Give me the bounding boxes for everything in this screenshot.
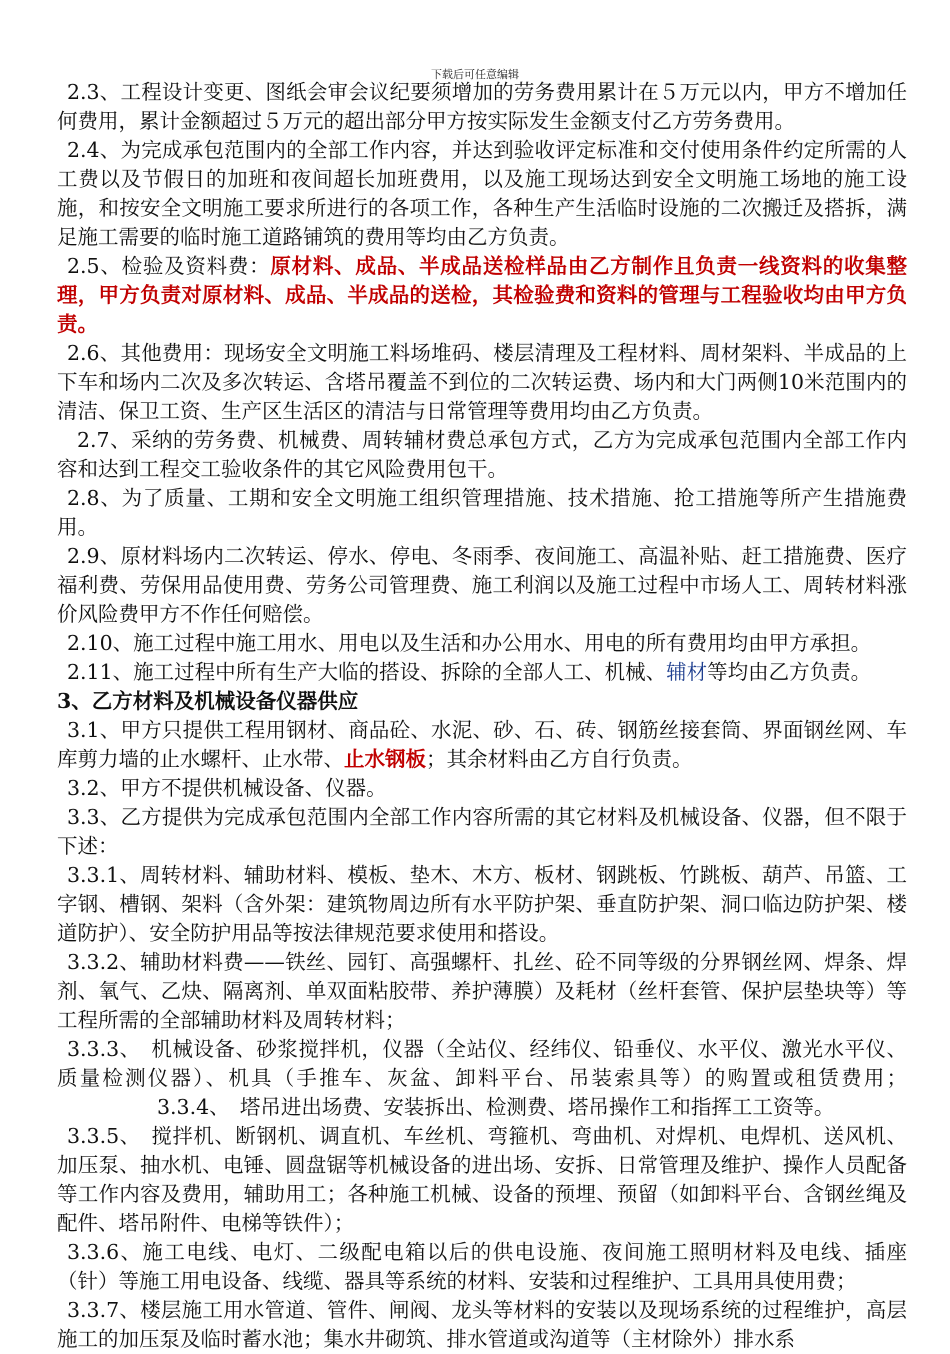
clause-3-1 — [57, 716, 907, 774]
clause-2-6: 2.6、其他费用：现场安全文明施工料场堆码、楼层清理及工程材料、周材架料、半成品的上下车和场内二次及多次转运、含塔吊覆盖不到位的二次转运费、场内和大门两侧10米范围内的清洁、保卫工资、生产区生活区的清洁与日常管理等费用均由乙方负责。 — [57, 341, 907, 423]
clause-3-3-4-text: 3.3.4、 塔吊进出场费、安装拆出、检测费、塔吊操作工和指挥工工资等。 — [157, 1095, 835, 1119]
clause-3-3-2: 3.3.2、辅助材料费——铁丝、园钉、高强螺杆、扎丝、砼不同等级的分界钢丝网、焊条、焊剂、氧气、乙炔、隔离剂、单双面粘胶带、养护薄膜）及耗材（丝杆套管、保护层垫块等）等工程所需的全部辅助材料及周转材料； — [57, 950, 907, 1032]
clause-2-7: 2.7、采纳的劳务费、机械费、周转辅材费总承包方式，乙方为完成承包范围内全部工作内容和达到工程交工验收条件的其它风险费用包干。 — [57, 428, 907, 481]
document-body — [57, 78, 907, 1354]
clause-2-9: 2.9、原材料场内二次转运、停水、停电、冬雨季、夜间施工、高温补贴、赶工措施费、医疗福利费、劳保用品使用费、劳务公司管理费、施工利润以及施工过程中市场人工、周转材料涨价风险费甲方不作任何赔偿。 — [57, 544, 907, 626]
clause-2-10: 2.10、施工过程中施工用水、用电以及生活和办公用水、用电的所有费用均由甲方承担。 — [67, 631, 872, 655]
page-header: 下载后可任意编辑 — [431, 68, 519, 81]
clause-3-3-1: 3.3.1、周转材料、辅助材料、模板、垫木、木方、板材、钢跳板、竹跳板、葫芦、吊篮、工字钢、槽钢、架料（含外架：建筑物周边所有水平防护架、垂直防护架、洞口临边防护架、楼道防护）、安全防护用品等按法律规范要求使用和搭设。 — [57, 863, 907, 945]
clause-3-1-text: 3.1、甲方只提供工程用钢材、商品砼、水泥、砂、石、砖、钢筋丝接套筒、界面钢丝网、车库剪力墙的止水螺杆、止水带、 — [57, 718, 907, 771]
clause-3-2: 3.2、甲方不提供机械设备、仪器。 — [67, 776, 387, 800]
clause-3-3-5: 3.3.5、 搅拌机、断钢机、调直机、车丝机、弯箍机、弯曲机、对焊机、电焊机、送风机、加压泵、抽水机、电锤、圆盘锯等机械设备的进出场、安拆、日常管理及维护、操作人员配备等工作内容及费用，辅助用工；各种施工机械、设备的预埋、预留（如卸料平台、含钢丝绳及配件、塔吊附件、电梯等铁件）； — [57, 1124, 907, 1235]
clause-3-3: 3.3、乙方提供为完成承包范围内全部工作内容所需的其它材料及机械设备、仪器，但不限于下述： — [57, 805, 907, 858]
clause-2-5-highlight: 原材料、成品、半成品送检样品由乙方制作且负责一线资料的收集整理，甲方负责对原材料、成品、半成品的送检，其检验费和资料的管理与工程验收均由甲方负责。 — [57, 254, 907, 336]
clause-3-3-6: 3.3.6、施工电线、电灯、二级配电箱以后的供电设施、夜间施工照明材料及电线、插座（针）等施工用电设备、线缆、器具等系统的材料、安装和过程维护、工具用具使用费； — [57, 1240, 907, 1293]
clause-3-1-suffix: ；其余材料由乙方自行负责。 — [426, 747, 693, 771]
clause-3-3-3 — [57, 1035, 907, 1122]
clause-2-5 — [57, 252, 907, 339]
clause-2-3: 2.3、工程设计变更、图纸会审会议纪要须增加的劳务费用累计在５万元以内，甲方不增加任何费用，累计金额超过５万元的超出部分甲方按实际发生金额支付乙方劳务费用。 — [57, 80, 907, 133]
clause-2-11-text: 2.11、施工过程中所有生产大临的搭设、拆除的全部人工、机械、 — [67, 660, 667, 684]
clause-2-11-suffix: 等均由乙方负责。 — [707, 660, 872, 684]
clause-2-4: 2.4、为完成承包范围内的全部工作内容，并达到验收评定标准和交付使用条件约定所需的人工费以及节假日的加班和夜间超长加班费用，以及施工现场达到安全文明施工场地的施工设施，和按安全文明施工要求所进行的各项工作，各种生产生活临时设施的二次搬迁及搭拆，满足施工需要的临时施工道路铺筑的费用等均由乙方负责。 — [57, 138, 907, 249]
clause-2-11 — [57, 658, 907, 687]
clause-3-1-highlight: 止水钢板 — [344, 747, 426, 771]
clause-3-3-3-text: 3.3.3、 机械设备、砂浆搅拌机，仪器（全站仪、经纬仪、铅垂仪、水平仪、激光水平仪、质量检测仪器）、机具（手推车、灰盆、卸料平台、吊装索具等）的购置或租赁费用； — [57, 1037, 907, 1090]
clause-2-5-label: 2.5、检验及资料费： — [67, 254, 271, 278]
clause-3-3-7: 3.3.7、楼层施工用水管道、管件、闸阀、龙头等材料的安装以及现场系统的过程维护，高层施工的加压泵及临时蓄水池；集水井砌筑、排水管道或沟道等（主材除外）排水系 — [57, 1298, 907, 1351]
section-3-heading: 3、乙方材料及机械设备仪器供应 — [57, 689, 359, 713]
clause-2-8: 2.8、为了质量、工期和安全文明施工组织管理措施、技术措施、抢工措施等所产生措施费用。 — [57, 486, 907, 539]
clause-2-11-highlight: 辅材 — [666, 660, 708, 684]
